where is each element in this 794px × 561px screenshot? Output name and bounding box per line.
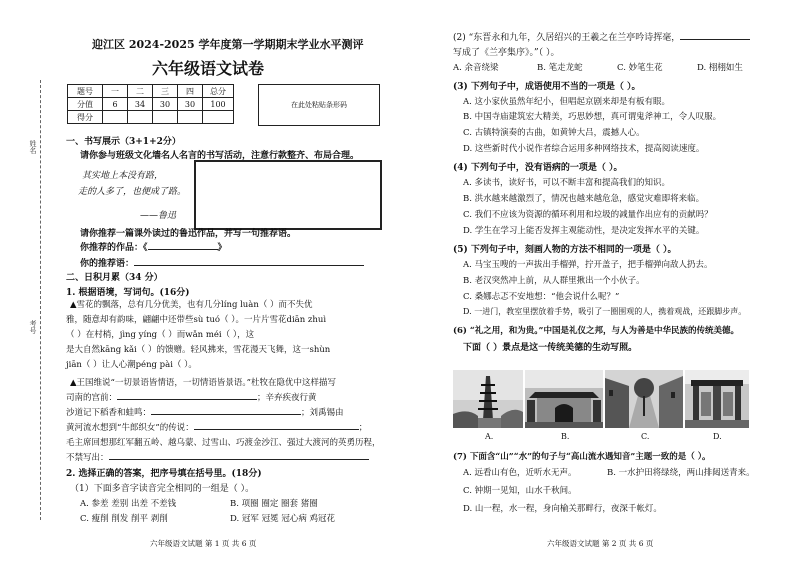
option-b[interactable]: B. 洪水越来越激烈了，情况也越来越危急，感觉灾难即将来临。	[463, 194, 705, 204]
exam-subtitle: 六年级语文试卷	[152, 59, 265, 78]
passage-line	[453, 30, 750, 43]
option-b[interactable]: B. 中国寺庙建筑宏大精美，巧思妙想，真可谓鬼斧神工，令人叹服。	[463, 112, 722, 122]
table-cell[interactable]	[128, 111, 153, 124]
passage-line	[66, 391, 317, 403]
score-table-row	[68, 98, 234, 111]
photo-street[interactable]	[605, 370, 683, 428]
binding-line	[40, 80, 41, 520]
quote-line-2: 走的人多了，也便成了路。	[78, 187, 187, 197]
table-cell: 30	[178, 98, 203, 111]
question-4: (4) 下列句子中，没有语病的一项是（ ）。	[453, 163, 623, 173]
question-7: (7) 下面含“山”“水”的句子与“高山流水遇知音”主题一致的是（ ）。	[453, 452, 711, 462]
work-title-blank[interactable]	[148, 249, 218, 250]
photo-pagoda[interactable]	[453, 370, 523, 428]
question-3: (3) 下列句子中，成语使用不当的一项是（ ）。	[453, 82, 641, 92]
passage-line: ▲雪花的飘落，总有几分优美，也有几分líng luàn（ ）而不失优	[70, 300, 313, 310]
table-cell[interactable]	[103, 111, 128, 124]
table-cell[interactable]	[178, 111, 203, 124]
option-c[interactable]: C. 妙笔生花	[617, 63, 663, 73]
passage-text: 沙道记下稻香和蛙鸣：	[66, 408, 152, 418]
option-c[interactable]: C. 瘦削 削发 削平 剥削	[80, 514, 168, 524]
writing-box[interactable]	[194, 160, 382, 230]
score-table-row	[68, 111, 234, 124]
passage-line: （ ）在村梢，jìng yíng（ ）而wǎn méi（ ），这	[66, 330, 255, 340]
question-1: 1. 根据语境，写词句。(16分)	[66, 288, 190, 298]
answer-blank[interactable]	[194, 429, 359, 430]
table-cell: 四	[178, 85, 203, 98]
option-d[interactable]: D. 一进门，教室里摆放着手势，吸引了一圈围观的人，携着观战，还跟脚步声。	[463, 307, 747, 316]
table-cell[interactable]	[153, 111, 178, 124]
option-b[interactable]: B. 项圈 圈定 圈套 猪圈	[230, 499, 318, 509]
question-5: (5) 下列句子中，刻画人物的方法不相同的一项是（ ）。	[453, 245, 677, 255]
passage-text: ；刘禹锡由	[301, 408, 344, 418]
table-cell: 分值	[68, 98, 103, 111]
table-cell: 二	[128, 85, 153, 98]
option-a[interactable]: A. 多读书，读好书，可以不断丰富和提高我们的知识。	[463, 178, 671, 188]
exam-title: 迎江区 2024-2025 学年度第一学期期末学业水平测评	[92, 38, 364, 51]
answer-blank[interactable]	[680, 39, 750, 40]
option-c[interactable]: C. 古镇特演奏的古曲，如黄钟大吕，震撼人心。	[463, 128, 645, 138]
quote-line-1: 其实地上本没有路，	[82, 171, 164, 181]
option-c[interactable]: C. 桑娜忐忑不安地想：“他会说什么呢？”	[463, 292, 620, 302]
answer-blank[interactable]	[109, 459, 369, 460]
passage-line: jiān（ ）让人心潮péng pài（ ）。	[66, 360, 197, 370]
recommend-reason-row	[80, 256, 364, 269]
question-2: 2. 选择正确的答案，把序号填在括号里。(18分)	[66, 469, 262, 479]
section1-instruction: 请你参与班级文化墙名人名言的书写活动，注意行款整齐、布局合理。	[80, 151, 360, 161]
quote-author: ——鲁迅	[140, 211, 177, 221]
passage-text: ；	[358, 423, 368, 433]
option-d[interactable]: D. 这些新时代小说作者综合运用多种网络技术，提高阅读速度。	[463, 144, 705, 154]
passage-text: ；辛弃疾夜行黄	[257, 393, 317, 403]
option-a[interactable]: A. 余音绕梁	[453, 63, 499, 73]
option-c[interactable]: C. 钟期一见知，山水千秋间。	[463, 486, 577, 496]
photo-label: D.	[713, 432, 722, 441]
work-label-text: 你推荐的作品：《	[80, 243, 148, 253]
answer-blank[interactable]	[151, 414, 301, 415]
page-footer: 六年级语文试题 第 1 页 共 6 页	[150, 539, 257, 548]
exam-page-2	[397, 0, 794, 561]
photo-label: A.	[485, 432, 494, 441]
option-a[interactable]: A. 这小家伙虽然年纪小，但唱起京剧来却是有板有眼。	[463, 97, 671, 107]
photo-label: B.	[561, 432, 570, 441]
passage-line: 雅，随意却有韵味，翩翩中还带些sù tuó（ ）。一片片雪花diān zhuì	[66, 315, 327, 325]
passage-line	[66, 421, 367, 433]
page-footer: 六年级语文试题 第 2 页 共 6 页	[547, 539, 654, 548]
question-text: 写成了《兰亭集序》。”（ ）。	[453, 48, 560, 58]
section2-heading: 二、日积月累（34 分）	[66, 273, 163, 283]
option-b[interactable]: B. 笔走龙蛇	[537, 63, 583, 73]
option-d[interactable]: D. 山一程，水一程，身向榆关那畔行，夜深千帐灯。	[463, 504, 662, 514]
question-6-cont: 下面（ ）景点是这一传统美德的生动写照。	[463, 343, 638, 353]
option-b[interactable]: B. 一水护田将绿绕，两山排闼送青来。	[607, 468, 755, 478]
table-cell: 得分	[68, 111, 103, 124]
table-cell: 总分	[203, 85, 234, 98]
passage-line: 毛主席回想那红军翻五岭、越乌蒙、过雪山、巧渡金沙江、强过大渡河的英勇历程，	[66, 438, 381, 448]
score-table-row	[68, 85, 234, 98]
question-2-1: （1）下面多音字读音完全相同的一组是（ ）。	[70, 484, 255, 494]
table-cell: 一	[103, 85, 128, 98]
passage-line	[66, 406, 344, 418]
reason-blank[interactable]	[134, 265, 364, 266]
question-6: (6) “礼之用，和为贵。”中国是礼仪之邦，与人为善是中华民族的传统美德。	[453, 326, 739, 336]
passage-text: 司南的宫前：	[66, 393, 118, 403]
option-a[interactable]: A. 马宝玉嗖的一声拔出手榴弹，拧开盖子，把手榴弹向敌人扔去。	[463, 260, 713, 270]
table-cell: 34	[128, 98, 153, 111]
passage-line: 是大自然kāng kǎi（ ）的馈赠。轻风拂来，雪花漫天飞舞，这一shùn	[66, 345, 331, 355]
table-cell: 100	[203, 98, 234, 111]
option-d[interactable]: D. 冠军 冠冕 冠心病 鸡冠花	[230, 514, 336, 524]
section1-heading: 一、书写展示（3+1+2分）	[66, 137, 181, 147]
passage-line: ▲王国维说“一切景语皆情语，一切情语皆景语。”杜牧在隐优中这样描写	[70, 378, 336, 388]
option-b[interactable]: B. 老汉突然冲上前，从人群里揪出一个小伙子。	[463, 276, 645, 286]
recommend-instruction: 请你推荐一篇课外读过的鲁迅作品，并写一句推荐语。	[80, 229, 297, 239]
score-table	[67, 84, 234, 124]
table-cell: 30	[153, 98, 178, 111]
barcode-area	[258, 84, 380, 126]
passage-line	[66, 451, 369, 463]
photo-gate[interactable]	[525, 370, 603, 428]
table-cell: 题号	[68, 85, 103, 98]
passage-text: 黄河流水想到“牛郎织女”的传说：	[66, 423, 194, 433]
table-cell[interactable]	[203, 111, 234, 124]
photo-label: C.	[641, 432, 650, 441]
work-close-bracket: 》	[217, 243, 227, 253]
answer-blank[interactable]	[117, 399, 257, 400]
table-cell: 6	[103, 98, 128, 111]
reason-label: 你的推荐语：	[80, 259, 135, 269]
question-text: (2) “东晋永和九年，久居绍兴的王羲之在兰亭吟诗挥毫，	[453, 33, 681, 43]
option-d[interactable]: D. 学生在学习上能否发挥主观能动性，是决定发挥水平的关键。	[463, 226, 705, 236]
barcode-label: 在此处粘贴条形码	[291, 101, 347, 109]
sidebar-name-label: 姓名	[29, 140, 37, 154]
option-a[interactable]: A. 远看山有色，近听水无声。	[463, 468, 577, 478]
option-d[interactable]: D. 栩栩如生	[697, 63, 743, 73]
recommended-work-label	[80, 240, 227, 253]
option-c[interactable]: C. 我们不应该为资源的循环利用和垃圾的减量作出应有的贡献吗？	[463, 210, 713, 220]
option-a[interactable]: A. 参差 差别 出差 不差钱	[80, 499, 177, 509]
photo-archway[interactable]	[685, 370, 749, 428]
passage-text: 不禁写出：	[66, 453, 109, 463]
sidebar-id-label: 考号	[29, 320, 37, 334]
table-cell: 三	[153, 85, 178, 98]
